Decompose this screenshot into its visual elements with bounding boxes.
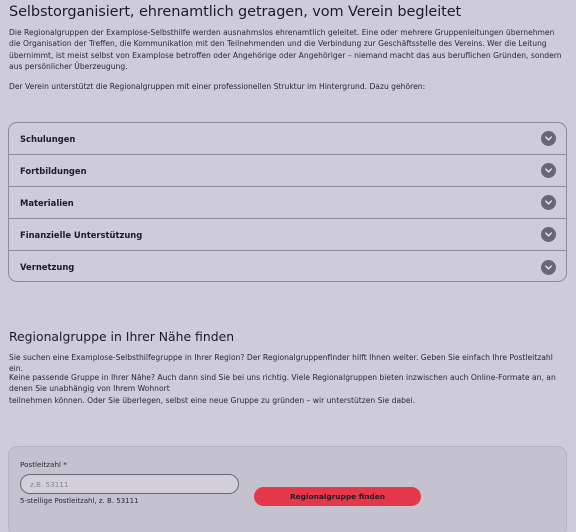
accordion-label: Finanzielle Unterstützung xyxy=(20,229,143,240)
support-paragraph: Der Verein unterstützt die Regionalgruppen mit einer professionellen Struktur im Hintergrund. Dazu gehören: xyxy=(9,82,426,91)
online-groups-line-1: Keine passende Gruppe in Ihrer Nähe? Auch dann sind Sie bei uns richtig. Viele Regionalgruppen bieten inzwischen auch Online-Formate an, an denen Sie unabhängig von Ihrem Wohnort xyxy=(9,373,556,394)
accordion-label: Materialien xyxy=(20,197,74,208)
section-title-organisation: Selbstorganisiert, ehrenamtlich getragen, vom Verein begleitet xyxy=(9,4,462,20)
chevron-down-icon[interactable] xyxy=(541,131,556,146)
accordion-label: Vernetzung xyxy=(20,262,75,272)
accordion-item-materialien[interactable] xyxy=(9,187,566,219)
find-group-button[interactable]: Regionalgruppe finden xyxy=(254,487,421,506)
postal-code-hint: 5-stellige Postleitzahl, z. B. 53111 xyxy=(20,497,139,505)
accordion-item-finanzielle-unterstuetzung[interactable] xyxy=(9,219,566,251)
postal-code-label: Postleitzahl * xyxy=(20,460,67,469)
accordion-label: Schulungen xyxy=(20,133,76,144)
accordion-item-vernetzung[interactable] xyxy=(9,251,566,282)
section-title-finder: Regionalgruppe in Ihrer Nähe finden xyxy=(9,329,235,344)
chevron-down-icon[interactable] xyxy=(541,227,556,242)
regional-group-finder xyxy=(8,446,567,532)
accordion-label: Fortbildungen xyxy=(20,165,87,176)
postal-code-input[interactable] xyxy=(20,474,239,494)
chevron-down-icon[interactable] xyxy=(541,163,556,178)
support-accordion xyxy=(8,122,567,282)
accordion-item-fortbildungen[interactable] xyxy=(9,155,566,187)
online-groups-paragraph xyxy=(9,372,565,406)
chevron-down-icon[interactable] xyxy=(541,260,556,275)
online-groups-line-2: teilnehmen können. Oder Sie überlegen, selbst eine neue Gruppe zu gründen – wir unterstützen Sie dabei. xyxy=(9,395,416,405)
intro-paragraph: Die Regionalgruppen der Examplose-Selbsthilfe werden ausnahmslos ehrenamtlich geleitet. Eine oder mehrere Gruppenleitungen übernehmen die Organisation der Treffen, die Kommunikation mit den Teilnehmenden und die Verbindung zur Geschäftsstelle des Vereins. Wer die Leitung übernimmt, ist meist selbst von Examplose betroffen oder Angehörige oder Angehöriger – niemand macht das aus beruflichen Gründen, sondern aus persönlicher Überzeugung. xyxy=(9,28,562,71)
accordion-item-schulungen[interactable] xyxy=(9,123,566,155)
finder-intro-paragraph: Sie suchen eine Examplose-Selbsthilfegruppe in Ihrer Region? Der Regionalgruppenfinder hilft Ihnen weiter. Geben Sie einfach Ihre Postleitzahl ein. xyxy=(9,353,553,373)
chevron-down-icon[interactable] xyxy=(541,195,556,210)
